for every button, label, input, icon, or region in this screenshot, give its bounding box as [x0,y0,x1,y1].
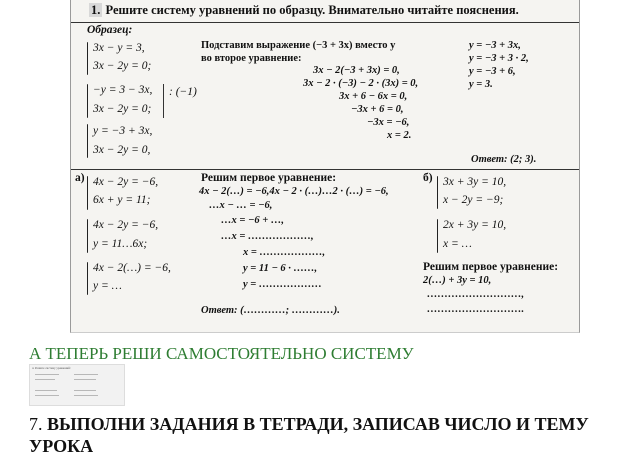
equation: y = … [93,280,122,292]
equation: y = −3 + 3x, [93,125,153,137]
step: y = −3 + 6, [469,66,516,77]
step: 2(…) + 3y = 10, [423,275,492,286]
step: ………………………. [427,304,525,315]
explanation: Подставим выражение (−3 + 3x) вместо y [201,40,396,51]
brace [87,262,88,295]
task-a-answer: Ответ: (…………; …………). [201,305,340,316]
worksheet-scan [70,0,580,333]
step: y = 11 − 6 · ……, [243,263,318,274]
step: y = 3. [469,79,493,90]
step: ………………………, [427,289,525,300]
step: 4x − 2(…) = −6,4x − 2 · (…)…2 · (…) = −6, [199,186,389,197]
equation: 4x − 2y = −6, [93,176,159,188]
task-label: а) [75,172,85,184]
step: −3x = −6, [367,117,410,128]
task-label: б) [423,172,433,184]
section-divider [71,169,579,170]
brace [437,219,438,253]
mini-worksheet-thumbnail [29,364,125,406]
equation: 3x − 2y = 0; [93,103,152,115]
brace [87,42,88,75]
step: y = ……………… [243,279,322,290]
task-text: ВЫПОЛНИ ЗАДАНИЯ В ТЕТРАДИ, ЗАПИСАВ ЧИСЛО И ТЕМУ УРОКА [29,414,589,456]
equation: 4x − 2(…) = −6, [93,262,171,274]
equation: 3x − y = 3, [93,42,145,54]
brace [87,176,88,210]
sample-title: Образец: [87,24,133,36]
task-7-instruction [29,413,609,457]
equation: 6x + y = 11; [93,194,151,206]
equation: x − 2y = −9; [443,194,504,206]
equation: 4x − 2y = −6, [93,219,159,231]
step: y = −3 + 3x, [469,40,521,51]
step: …x = ………………, [221,231,314,242]
divider [163,84,164,118]
self-solve-caption: А ТЕПЕРЬ РЕШИ САМОСТОЯТЕЛЬНО СИСТЕМУ [29,344,414,363]
brace [87,219,88,253]
equation: x = … [443,238,472,250]
step: …x = −6 + …, [221,215,284,226]
solve-title: Решим первое уравнение: [201,172,337,184]
task-number: 7. [29,414,43,434]
sample-answer: Ответ: (2; 3). [471,154,537,165]
equation: y = 11…6x; [93,238,148,250]
header-divider [71,22,579,23]
equation: 2x + 3y = 10, [443,219,507,231]
brace [87,84,88,118]
equation: 3x − 2y = 0; [93,60,152,72]
step: 3x − 2 · (−3) − 2 · (3x) = 0, [303,78,419,89]
equation: 3x + 3y = 10, [443,176,507,188]
step: −3x + 6 = 0, [351,104,404,115]
step: y = −3 + 3 · 2, [469,53,529,64]
divide-note: : (−1) [169,86,197,98]
step: 3x + 6 − 6x = 0, [339,91,408,102]
explanation: во второе уравнение: [201,53,302,64]
solve-title: Решим первое уравнение: [423,261,559,273]
mini-title: 4. Решите систему уравнений: [32,366,71,370]
brace [437,176,438,209]
exercise-heading: 1. Решите систему уравнений по образцу. Внимательно читайте пояснения. [91,3,519,17]
step: x = 2. [387,130,412,141]
equation: 3x − 2y = 0, [93,144,151,156]
brace [87,124,88,158]
equation: −y = 3 − 3x, [93,84,153,96]
step: x = ………………, [243,247,326,258]
step: 3x − 2(−3 + 3x) = 0, [313,65,400,76]
step: …x − … = −6, [209,200,273,211]
